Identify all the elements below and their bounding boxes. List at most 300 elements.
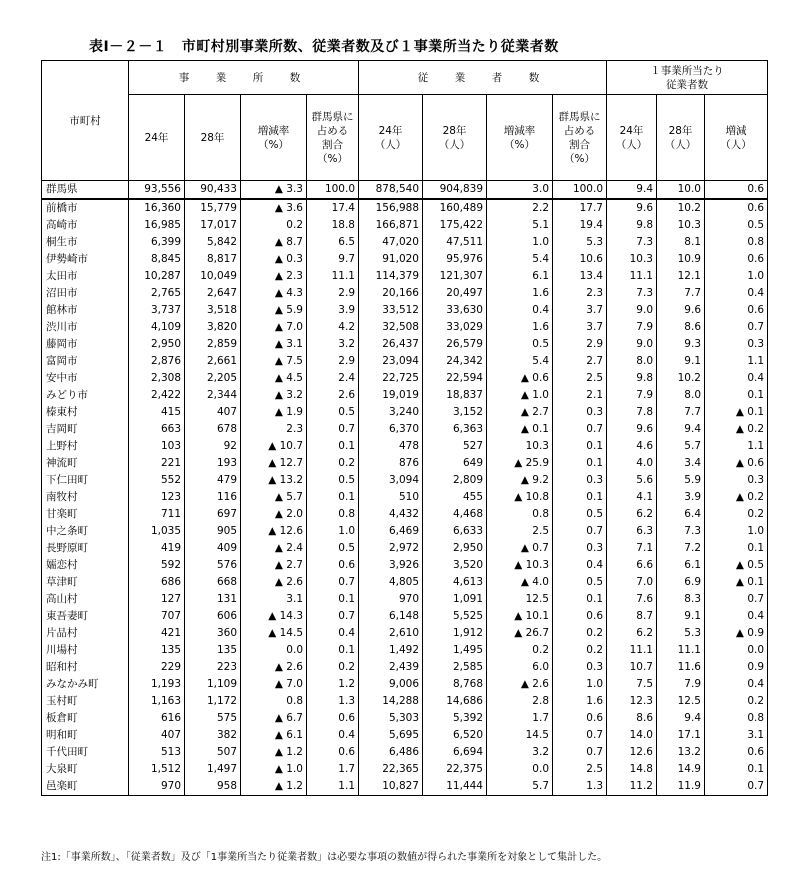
table-cell: 0.7 <box>307 574 359 591</box>
table-cell: 20,166 <box>359 285 423 302</box>
table-cell: 221 <box>129 455 185 472</box>
table-cell: 1.6 <box>487 319 553 336</box>
table-cell: 2.1 <box>553 387 607 404</box>
table-cell: ▲ 3.3 <box>241 181 307 200</box>
municipality-name-cell: 群馬県 <box>42 181 129 200</box>
table-cell: 114,379 <box>359 268 423 285</box>
table-cell: 707 <box>129 608 185 625</box>
municipality-name-cell: 板倉町 <box>42 710 129 727</box>
municipality-name-cell: 太田市 <box>42 268 129 285</box>
table-cell: ▲ 14.5 <box>241 625 307 642</box>
prefecture-total-row <box>42 181 768 200</box>
table-row <box>42 404 768 421</box>
table-row <box>42 676 768 693</box>
table-cell: 193 <box>185 455 241 472</box>
table-row <box>42 336 768 353</box>
table-cell: 2.3 <box>241 421 307 438</box>
table-cell: 9,006 <box>359 676 423 693</box>
est-rate-header: 増減率 （%） <box>241 95 307 181</box>
table-cell: 958 <box>185 778 241 796</box>
table-cell: 93,556 <box>129 181 185 200</box>
table-cell: 0.3 <box>553 404 607 421</box>
table-cell: 6,363 <box>423 421 487 438</box>
table-cell: 407 <box>129 727 185 744</box>
table-cell: 0.6 <box>307 744 359 761</box>
table-cell: 0.5 <box>553 574 607 591</box>
table-cell: 575 <box>185 710 241 727</box>
table-cell: 8.1 <box>657 234 705 251</box>
table-cell: 0.2 <box>307 659 359 676</box>
table-cell: 8.0 <box>657 387 705 404</box>
table-cell: 12.6 <box>607 744 657 761</box>
table-cell: 6.0 <box>487 659 553 676</box>
table-cell: 421 <box>129 625 185 642</box>
municipality-name-cell: 大泉町 <box>42 761 129 778</box>
table-cell: 0.7 <box>553 744 607 761</box>
table-cell: 160,489 <box>423 199 487 217</box>
table-cell: 7.9 <box>607 319 657 336</box>
table-cell: 0.8 <box>705 710 768 727</box>
table-row <box>42 199 768 217</box>
table-cell: 415 <box>129 404 185 421</box>
employees-header: 従 業 者 数 <box>359 61 607 95</box>
table-cell: 10.3 <box>607 251 657 268</box>
table-cell: ▲ 2.6 <box>241 574 307 591</box>
table-cell: 455 <box>423 489 487 506</box>
table-cell: 2.9 <box>553 336 607 353</box>
table-cell: ▲ 0.1 <box>705 404 768 421</box>
table-cell: 6.3 <box>607 523 657 540</box>
table-title: 表Ⅰ－２－１ 市町村別事業所数、従業者数及び１事業所当たり従業者数 <box>89 39 559 55</box>
table-cell: 17,017 <box>185 217 241 234</box>
table-cell: 10,287 <box>129 268 185 285</box>
table-cell: 6.6 <box>607 557 657 574</box>
table-cell: 0.1 <box>307 642 359 659</box>
table-cell: 2.5 <box>553 370 607 387</box>
table-cell: 4,432 <box>359 506 423 523</box>
table-row <box>42 744 768 761</box>
table-cell: 8.7 <box>607 608 657 625</box>
table-cell: 7.3 <box>657 523 705 540</box>
table-cell: 1,163 <box>129 693 185 710</box>
table-cell: 6.9 <box>657 574 705 591</box>
table-row <box>42 421 768 438</box>
table-cell: 3.7 <box>553 302 607 319</box>
table-cell: 123 <box>129 489 185 506</box>
table-row <box>42 455 768 472</box>
table-cell: 0.6 <box>307 557 359 574</box>
table-cell: 2,422 <box>129 387 185 404</box>
table-cell: ▲ 2.7 <box>241 557 307 574</box>
table-row <box>42 472 768 489</box>
table-cell: 3.4 <box>657 455 705 472</box>
table-row <box>42 710 768 727</box>
table-cell: 9.7 <box>307 251 359 268</box>
table-cell: 0.1 <box>705 761 768 778</box>
table-cell: 10.7 <box>607 659 657 676</box>
table-cell: ▲ 26.7 <box>487 625 553 642</box>
table-cell: 0.6 <box>705 744 768 761</box>
table-row <box>42 591 768 608</box>
table-cell: 4,805 <box>359 574 423 591</box>
table-cell: 2.3 <box>553 285 607 302</box>
table-cell: 10.3 <box>657 217 705 234</box>
table-cell: 7.9 <box>607 387 657 404</box>
table-cell: 3.7 <box>553 319 607 336</box>
table-cell: 22,594 <box>423 370 487 387</box>
table-cell: 1.0 <box>705 523 768 540</box>
table-cell: 3,094 <box>359 472 423 489</box>
table-cell: 507 <box>185 744 241 761</box>
table-cell: 0.1 <box>307 489 359 506</box>
table-cell: 103 <box>129 438 185 455</box>
table-cell: 5.6 <box>607 472 657 489</box>
table-cell: ▲ 2.3 <box>241 268 307 285</box>
table-cell: 1,495 <box>423 642 487 659</box>
table-cell: 970 <box>359 591 423 608</box>
table-cell: 11.2 <box>607 778 657 796</box>
table-cell: 90,433 <box>185 181 241 200</box>
table-cell: 1.3 <box>307 693 359 710</box>
table-cell: ▲ 14.3 <box>241 608 307 625</box>
table-cell: 0.6 <box>553 608 607 625</box>
table-cell: 7.7 <box>657 404 705 421</box>
table-cell: ▲ 0.7 <box>487 540 553 557</box>
table-cell: 0.7 <box>705 319 768 336</box>
table-cell: ▲ 1.0 <box>487 387 553 404</box>
table-cell: ▲ 0.3 <box>241 251 307 268</box>
table-cell: 0.0 <box>487 761 553 778</box>
table-cell: 2.4 <box>307 370 359 387</box>
table-cell: 2,972 <box>359 540 423 557</box>
table-cell: 3,926 <box>359 557 423 574</box>
table-row <box>42 574 768 591</box>
table-cell: 121,307 <box>423 268 487 285</box>
table-cell: 6,694 <box>423 744 487 761</box>
table-cell: 0.7 <box>553 523 607 540</box>
table-cell: 0.3 <box>553 472 607 489</box>
table-cell: 223 <box>185 659 241 676</box>
table-cell: 5,303 <box>359 710 423 727</box>
table-cell: ▲ 7.0 <box>241 319 307 336</box>
table-cell: 0.2 <box>553 642 607 659</box>
table-row <box>42 506 768 523</box>
table-cell: 0.2 <box>705 693 768 710</box>
table-cell: 3,520 <box>423 557 487 574</box>
table-cell: 0.5 <box>553 506 607 523</box>
table-row <box>42 217 768 234</box>
table-cell: 11.6 <box>657 659 705 676</box>
table-cell: 1.6 <box>553 693 607 710</box>
table-cell: 3,518 <box>185 302 241 319</box>
table-cell: 18.8 <box>307 217 359 234</box>
table-cell: ▲ 10.7 <box>241 438 307 455</box>
table-cell: 9.4 <box>657 710 705 727</box>
table-cell: 0.4 <box>705 370 768 387</box>
table-cell: 0.7 <box>307 421 359 438</box>
table-cell: ▲ 1.2 <box>241 778 307 796</box>
table-cell: 419 <box>129 540 185 557</box>
municipality-name-cell: 明和町 <box>42 727 129 744</box>
table-cell: 6,520 <box>423 727 487 744</box>
table-cell: 2,344 <box>185 387 241 404</box>
table-cell: 552 <box>129 472 185 489</box>
table-cell: 527 <box>423 438 487 455</box>
table-row <box>42 438 768 455</box>
table-cell: 1.2 <box>307 676 359 693</box>
table-cell: 4,613 <box>423 574 487 591</box>
table-cell: 5.9 <box>657 472 705 489</box>
table-cell: 26,437 <box>359 336 423 353</box>
municipality-name-cell: 高崎市 <box>42 217 129 234</box>
table-cell: 905 <box>185 523 241 540</box>
table-cell: 11.1 <box>607 642 657 659</box>
municipality-name-cell: 中之条町 <box>42 523 129 540</box>
table-cell: 0.1 <box>553 438 607 455</box>
table-cell: 0.2 <box>705 506 768 523</box>
table-cell: ▲ 0.9 <box>705 625 768 642</box>
table-cell: 0.6 <box>705 302 768 319</box>
per-establishment-header: １事業所当たり 従業者数 <box>607 61 768 95</box>
table-row <box>42 625 768 642</box>
table-row <box>42 778 768 796</box>
table-cell: 0.7 <box>705 778 768 796</box>
table-cell: 33,029 <box>423 319 487 336</box>
table-row <box>42 353 768 370</box>
table-cell: 17.1 <box>657 727 705 744</box>
municipality-name-cell: 千代田町 <box>42 744 129 761</box>
table-cell: 6.2 <box>607 506 657 523</box>
table-cell: 0.2 <box>487 642 553 659</box>
table-cell: ▲ 4.3 <box>241 285 307 302</box>
emp-28-header: 28年 （人） <box>423 95 487 181</box>
table-cell: 0.1 <box>705 387 768 404</box>
table-cell: 0.3 <box>553 659 607 676</box>
table-cell: 1,497 <box>185 761 241 778</box>
table-cell: 33,630 <box>423 302 487 319</box>
table-cell: 19.4 <box>553 217 607 234</box>
table-cell: 2,765 <box>129 285 185 302</box>
municipality-name-cell: 高山村 <box>42 591 129 608</box>
municipality-name-cell: 富岡市 <box>42 353 129 370</box>
table-cell: 576 <box>185 557 241 574</box>
table-cell: 2.2 <box>487 199 553 217</box>
table-cell: 407 <box>185 404 241 421</box>
table-cell: 3,820 <box>185 319 241 336</box>
table-cell: 0.4 <box>553 557 607 574</box>
table-cell: 5.3 <box>657 625 705 642</box>
table-cell: 23,094 <box>359 353 423 370</box>
table-cell: 4.0 <box>607 455 657 472</box>
municipality-name-cell: 甘楽町 <box>42 506 129 523</box>
table-cell: 5.4 <box>487 353 553 370</box>
table-cell: 606 <box>185 608 241 625</box>
table-cell: 6.4 <box>657 506 705 523</box>
table-cell: 6,148 <box>359 608 423 625</box>
table-cell: 9.1 <box>657 608 705 625</box>
table-cell: 2.7 <box>553 353 607 370</box>
table-cell: ▲ 12.6 <box>241 523 307 540</box>
est-24-header: 24年 <box>129 95 185 181</box>
table-cell: ▲ 13.2 <box>241 472 307 489</box>
table-cell: ▲ 0.2 <box>705 421 768 438</box>
table-cell: 3.2 <box>307 336 359 353</box>
table-cell: 2,610 <box>359 625 423 642</box>
table-cell: 8.3 <box>657 591 705 608</box>
table-cell: 3.9 <box>657 489 705 506</box>
table-cell: 697 <box>185 506 241 523</box>
table-row <box>42 387 768 404</box>
table-cell: ▲ 0.5 <box>705 557 768 574</box>
table-cell: 0.6 <box>553 710 607 727</box>
table-cell: 116 <box>185 489 241 506</box>
municipality-name-cell: 吉岡町 <box>42 421 129 438</box>
table-cell: 156,988 <box>359 199 423 217</box>
table-cell: 1,512 <box>129 761 185 778</box>
table-cell: 9.4 <box>657 421 705 438</box>
emp-share-header: 群馬県に 占める 割合 （%） <box>553 95 607 181</box>
table-cell: 5.7 <box>657 438 705 455</box>
table-cell: 11,444 <box>423 778 487 796</box>
table-cell: ▲ 2.6 <box>241 659 307 676</box>
table-cell: 0.1 <box>307 438 359 455</box>
table-cell: 0.1 <box>553 455 607 472</box>
table-cell: 100.0 <box>553 181 607 200</box>
table-cell: 9.3 <box>657 336 705 353</box>
table-cell: 9.4 <box>607 181 657 200</box>
municipality-name-cell: 伊勢崎市 <box>42 251 129 268</box>
table-cell: 0.4 <box>487 302 553 319</box>
table-cell: 4,468 <box>423 506 487 523</box>
table-cell: 10.9 <box>657 251 705 268</box>
table-cell: 11.1 <box>607 268 657 285</box>
table-row <box>42 370 768 387</box>
table-cell: 32,508 <box>359 319 423 336</box>
municipality-name-cell: 長野原町 <box>42 540 129 557</box>
table-cell: 1.1 <box>705 438 768 455</box>
municipality-name-cell: 嬬恋村 <box>42 557 129 574</box>
table-cell: 6.1 <box>487 268 553 285</box>
table-cell: 18,837 <box>423 387 487 404</box>
table-cell: 1,492 <box>359 642 423 659</box>
table-cell: 14.8 <box>607 761 657 778</box>
table-cell: 14,288 <box>359 693 423 710</box>
table-cell: 0.0 <box>705 642 768 659</box>
table-cell: 11.1 <box>307 268 359 285</box>
table-cell: 0.4 <box>307 727 359 744</box>
table-cell: 3,152 <box>423 404 487 421</box>
table-cell: ▲ 5.7 <box>241 489 307 506</box>
table-cell: 10,827 <box>359 778 423 796</box>
municipality-name-cell: 草津町 <box>42 574 129 591</box>
est-28-header: 28年 <box>185 95 241 181</box>
table-cell: 9.0 <box>607 336 657 353</box>
table-cell: 131 <box>185 591 241 608</box>
municipality-name-cell: 昭和村 <box>42 659 129 676</box>
table-cell: 3.1 <box>241 591 307 608</box>
table-cell: 0.6 <box>705 199 768 217</box>
table-cell: 4.1 <box>607 489 657 506</box>
table-cell: 7.2 <box>657 540 705 557</box>
table-cell: 0.0 <box>241 642 307 659</box>
table-cell: ▲ 12.7 <box>241 455 307 472</box>
table-cell: 6,399 <box>129 234 185 251</box>
table-cell: 409 <box>185 540 241 557</box>
table-cell: 0.4 <box>307 625 359 642</box>
table-cell: ▲ 10.1 <box>487 608 553 625</box>
table-cell: 0.5 <box>307 472 359 489</box>
table-cell: 0.2 <box>241 217 307 234</box>
table-cell: 649 <box>423 455 487 472</box>
table-row <box>42 608 768 625</box>
table-cell: 0.9 <box>705 659 768 676</box>
table-cell: 0.7 <box>705 591 768 608</box>
table-cell: 0.1 <box>553 489 607 506</box>
table-cell: 2,308 <box>129 370 185 387</box>
table-cell: 1,172 <box>185 693 241 710</box>
table-cell: 1.7 <box>487 710 553 727</box>
municipality-name-cell: 片品村 <box>42 625 129 642</box>
table-cell: 91,020 <box>359 251 423 268</box>
table-cell: 5,842 <box>185 234 241 251</box>
table-cell: 7.3 <box>607 234 657 251</box>
table-cell: 1,912 <box>423 625 487 642</box>
table-cell: 1.0 <box>705 268 768 285</box>
table-cell: ▲ 6.7 <box>241 710 307 727</box>
table-cell: 9.8 <box>607 217 657 234</box>
table-cell: 2.8 <box>487 693 553 710</box>
table-cell: 8,817 <box>185 251 241 268</box>
table-cell: 135 <box>129 642 185 659</box>
municipality-name-cell: 沼田市 <box>42 285 129 302</box>
table-cell: 2.6 <box>307 387 359 404</box>
table-cell: 2.5 <box>487 523 553 540</box>
table-cell: 5,392 <box>423 710 487 727</box>
table-cell: 0.5 <box>705 217 768 234</box>
table-cell: 2,950 <box>423 540 487 557</box>
per-change-header: 増減 （人） <box>705 95 768 181</box>
table-cell: 24,342 <box>423 353 487 370</box>
table-cell: 0.7 <box>553 421 607 438</box>
emp-24-header: 24年 （人） <box>359 95 423 181</box>
table-cell: 14.9 <box>657 761 705 778</box>
table-cell: 7.9 <box>657 676 705 693</box>
table-row <box>42 319 768 336</box>
table-cell: 5,695 <box>359 727 423 744</box>
table-cell: ▲ 2.0 <box>241 506 307 523</box>
table-cell: 6.2 <box>607 625 657 642</box>
table-cell: 17.4 <box>307 199 359 217</box>
table-cell: 47,511 <box>423 234 487 251</box>
table-cell: 8.6 <box>657 319 705 336</box>
table-cell: 382 <box>185 727 241 744</box>
table-cell: 663 <box>129 421 185 438</box>
municipality-name-cell: みなかみ町 <box>42 676 129 693</box>
table-cell: 0.1 <box>307 591 359 608</box>
table-cell: 9.6 <box>657 302 705 319</box>
table-cell: 2,647 <box>185 285 241 302</box>
table-cell: 22,375 <box>423 761 487 778</box>
table-cell: 8,845 <box>129 251 185 268</box>
table-cell: 14.0 <box>607 727 657 744</box>
municipality-name-cell: 川場村 <box>42 642 129 659</box>
table-cell: 22,725 <box>359 370 423 387</box>
table-cell: 9.0 <box>607 302 657 319</box>
table-cell: ▲ 9.2 <box>487 472 553 489</box>
table-cell: 616 <box>129 710 185 727</box>
table-cell: 1.7 <box>307 761 359 778</box>
municipality-name-cell: 安中市 <box>42 370 129 387</box>
